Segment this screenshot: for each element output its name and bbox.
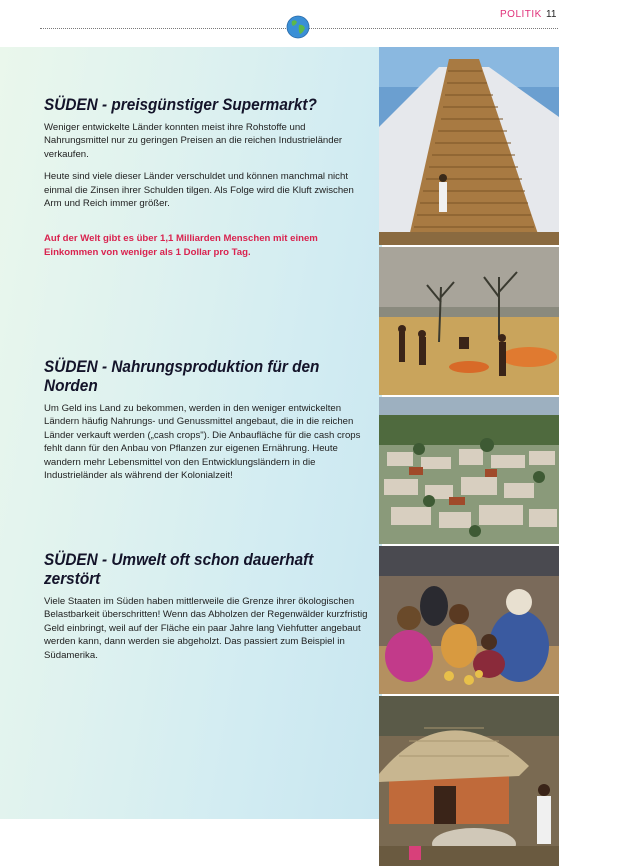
section-food-production <box>44 358 369 491</box>
section-heading: SÜDEN - preisgünstiger Supermarkt? <box>44 96 317 114</box>
section-supermarket <box>44 96 369 268</box>
section-heading: SÜDEN - Umwelt oft schon dauerhaft zerstört <box>44 551 314 588</box>
highlight-text: Auf der Welt gibt es über 1,1 Milliarden Menschen mit einem Einkommen von weniger als 1 Dollar pro Tag. <box>44 233 318 258</box>
globe-icon <box>286 15 310 39</box>
paragraph: Heute sind viele dieser Länder verschuldet und können manchmal nicht einmal die Zinsen ihrer Schulden tilgen. Als Folge wird die Kluft zwischen Arm und Reich immer größer. <box>44 171 354 210</box>
page-number: 11 <box>546 9 557 20</box>
hut-photo <box>379 696 559 866</box>
paragraph: Um Geld ins Land zu bekommen, werden in den weniger entwickelten Ländern häufig Nahrungs- und Genussmittel angebaut, die in die reichen Länder verkauft werden („cash crops"). Die Anbaufläche für die cash crops fehlt dann für den Anbau von Pflanzen zur eigenen Ernährung. Heute wandern mehr Lebensmittel von den Entwicklungsländern in die Industrieländer als während der Kolonialzeit! <box>44 403 361 482</box>
section-label: POLITIK <box>500 9 542 20</box>
fire-clearing-photo <box>379 247 559 395</box>
paragraph: Weniger entwickelte Länder konnten meist ihre Rohstoffe und Nahrungsmittel nur zu geringen Preisen an die reichen Industrieländer verkaufen. <box>44 122 343 160</box>
sack-pile-photo <box>379 47 559 245</box>
section-environment <box>44 551 369 671</box>
section-heading: SÜDEN - Nahrungsproduktion für den Norden <box>44 358 320 395</box>
market-photo <box>379 546 559 694</box>
town-photo <box>379 397 559 544</box>
paragraph: Viele Staaten im Süden haben mittlerweile die Grenze ihrer ökologischen Belastbarkeit überschritten! Wenn das Abholzen der Regenwälder kurzfristig Geld einbringt, weil auf der Fläche ein paar Jahre lang Viehfutter angebaut werden kann, dann werden sie abgeholzt. Das passiert zum Beispiel in Südamerika. <box>44 596 368 661</box>
